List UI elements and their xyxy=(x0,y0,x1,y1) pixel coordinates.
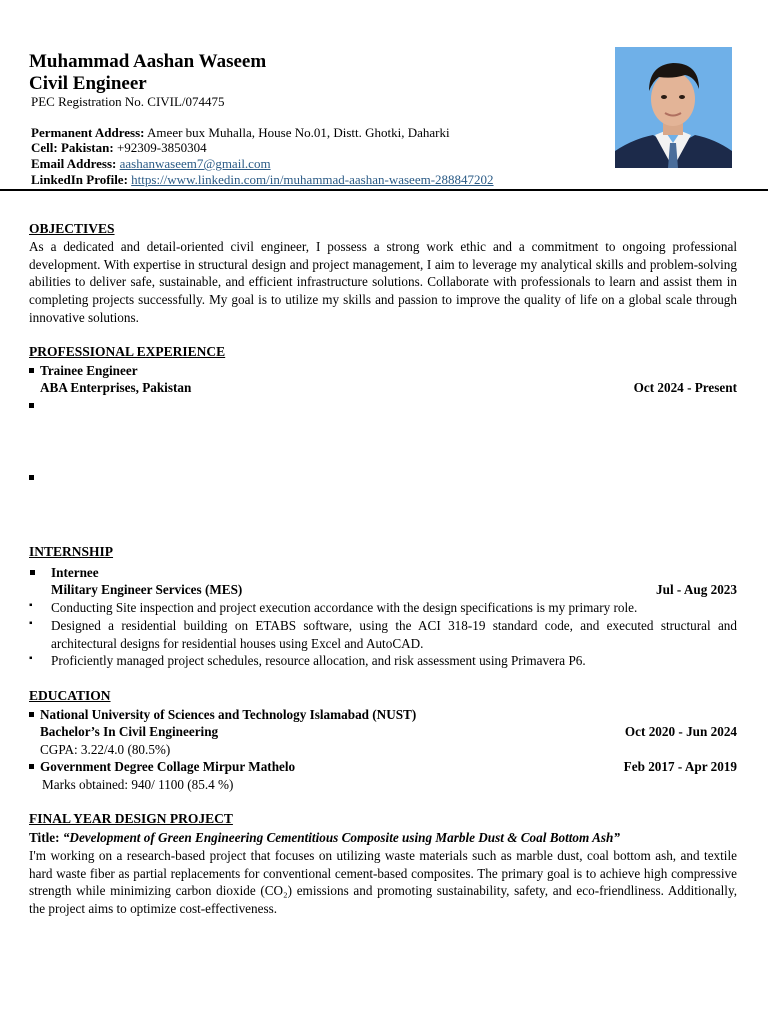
cell-value: +92309-3850304 xyxy=(113,140,207,155)
internship-bullet-3: Proficiently managed project schedules, resource allocation, and risk assessment using Primavera P6. xyxy=(51,653,586,668)
address-value: Ameer bux Muhalla, House No.01, Distt. Ghotki, Daharki xyxy=(144,125,450,140)
education-degree: Bachelor’s In Civil Engineering xyxy=(40,724,219,739)
education-result-2: Marks obtained: 940/ 1100 (85.4 %) xyxy=(42,777,234,792)
education-result-1-row xyxy=(29,741,737,758)
address-line xyxy=(31,125,450,141)
experience-empty-bullet-2 xyxy=(29,469,737,486)
experience-company: ABA Enterprises, Pakistan xyxy=(40,380,192,395)
education-school-1-row xyxy=(29,706,737,723)
candidate-title: Civil Engineer xyxy=(29,73,147,94)
education-school-2: Government Degree Collage Mirpur Mathelo xyxy=(40,759,296,774)
profile-photo xyxy=(615,47,732,168)
square-bullet-icon xyxy=(29,764,34,769)
internship-role: Internee xyxy=(51,565,99,580)
linkedin-link[interactable]: https://www.linkedin.com/in/muhammad-aashan-waseem-288847202 xyxy=(131,172,494,187)
education-school-1: National University of Sciences and Technology Islamabad (NUST) xyxy=(40,707,417,722)
education-degree-row xyxy=(29,723,737,740)
linkedin-line xyxy=(31,172,494,188)
email-link[interactable]: aashanwaseem7@gmail.com xyxy=(119,156,271,171)
fyp-title-row xyxy=(29,829,737,846)
cell-label: Cell: Pakistan: xyxy=(31,140,114,155)
dot-bullet-icon: ▪ xyxy=(29,600,33,611)
square-bullet-icon xyxy=(29,403,34,408)
candidate-name: Muhammad Aashan Waseem xyxy=(29,51,267,72)
education-result-2-row xyxy=(29,776,737,793)
objectives-heading: OBJECTIVES xyxy=(29,221,115,236)
registration-number: PEC Registration No. CIVIL/074475 xyxy=(31,94,225,109)
education-school-2-row xyxy=(29,758,737,775)
objectives-text: As a dedicated and detail-oriented civil engineer, I possess a strong work ethic and a commitment to ongoing professional development. With expertise in structural design and project management, I aim to leverage my analytical skills and problem-solving abilities to deliver safe, sustainable, and efficient infrastructure solutions. Collaborate with professionals to learn and assist them in completing projects successfully. My goal is to utilize my skills and passion to improve the quality of life on a global scale through innovative solutions. xyxy=(29,239,737,325)
education-dates-1: Oct 2020 - Jun 2024 xyxy=(624,724,737,739)
linkedin-label: LinkedIn Profile: xyxy=(31,172,128,187)
internship-dates: Jul - Aug 2023 xyxy=(656,582,737,597)
square-bullet-icon xyxy=(29,368,34,373)
fyp-heading: FINAL YEAR DESIGN PROJECT xyxy=(29,811,233,826)
square-bullet-icon xyxy=(29,475,34,480)
experience-empty-bullet-1 xyxy=(29,397,737,414)
header-divider xyxy=(0,189,768,191)
fyp-description: I'm working on a research-based project that focuses on utilizing waste materials such as marble dust, coal bottom ash, and textile hard waste fiber as partial replacements for conventional cement-based composites. The primary goal is to achieve high compressive strength while minimizing carbon dioxide (CO₂) emissions and promoting sustainability, safety, and eco-friendliness. Additionally, the project aims to optimize cost-effectiveness. xyxy=(29,848,737,917)
experience-company-row xyxy=(29,379,737,396)
dot-bullet-icon: ▪ xyxy=(29,618,33,629)
email-label: Email Address: xyxy=(31,156,117,171)
experience-role-row xyxy=(29,362,737,379)
internship-role-row xyxy=(29,564,737,581)
experience-dates: Oct 2024 - Present xyxy=(633,380,737,395)
cell-line xyxy=(31,140,207,156)
education-result-1: CGPA: 3.22/4.0 (80.5%) xyxy=(40,742,171,757)
internship-org-row xyxy=(29,581,737,598)
education-heading: EDUCATION xyxy=(29,688,111,703)
internship-org: Military Engineer Services (MES) xyxy=(51,582,243,597)
address-label: Permanent Address: xyxy=(31,125,145,140)
experience-heading: PROFESSIONAL EXPERIENCE xyxy=(29,344,226,359)
fyp-title-label: Title: xyxy=(29,830,60,845)
experience-role: Trainee Engineer xyxy=(40,363,138,378)
internship-bullet-2: Designed a residential building on ETABS software, using the ACI 318-19 standard code, and executed structural and architectural designs for residential houses using Excel and AutoCAD. xyxy=(51,618,737,651)
internship-heading: INTERNSHIP xyxy=(29,544,114,559)
education-dates-2: Feb 2017 - Apr 2019 xyxy=(623,759,737,774)
dot-bullet-icon: ▪ xyxy=(29,653,33,664)
square-bullet-icon xyxy=(30,570,35,575)
fyp-project-title: “Development of Green Engineering Cementitious Composite using Marble Dust & Coal Bottom Ash” xyxy=(62,830,620,845)
square-bullet-icon xyxy=(29,712,34,717)
internship-bullet-1: Conducting Site inspection and project execution accordance with the design specifications is my primary role. xyxy=(51,600,638,615)
email-line xyxy=(31,156,271,172)
